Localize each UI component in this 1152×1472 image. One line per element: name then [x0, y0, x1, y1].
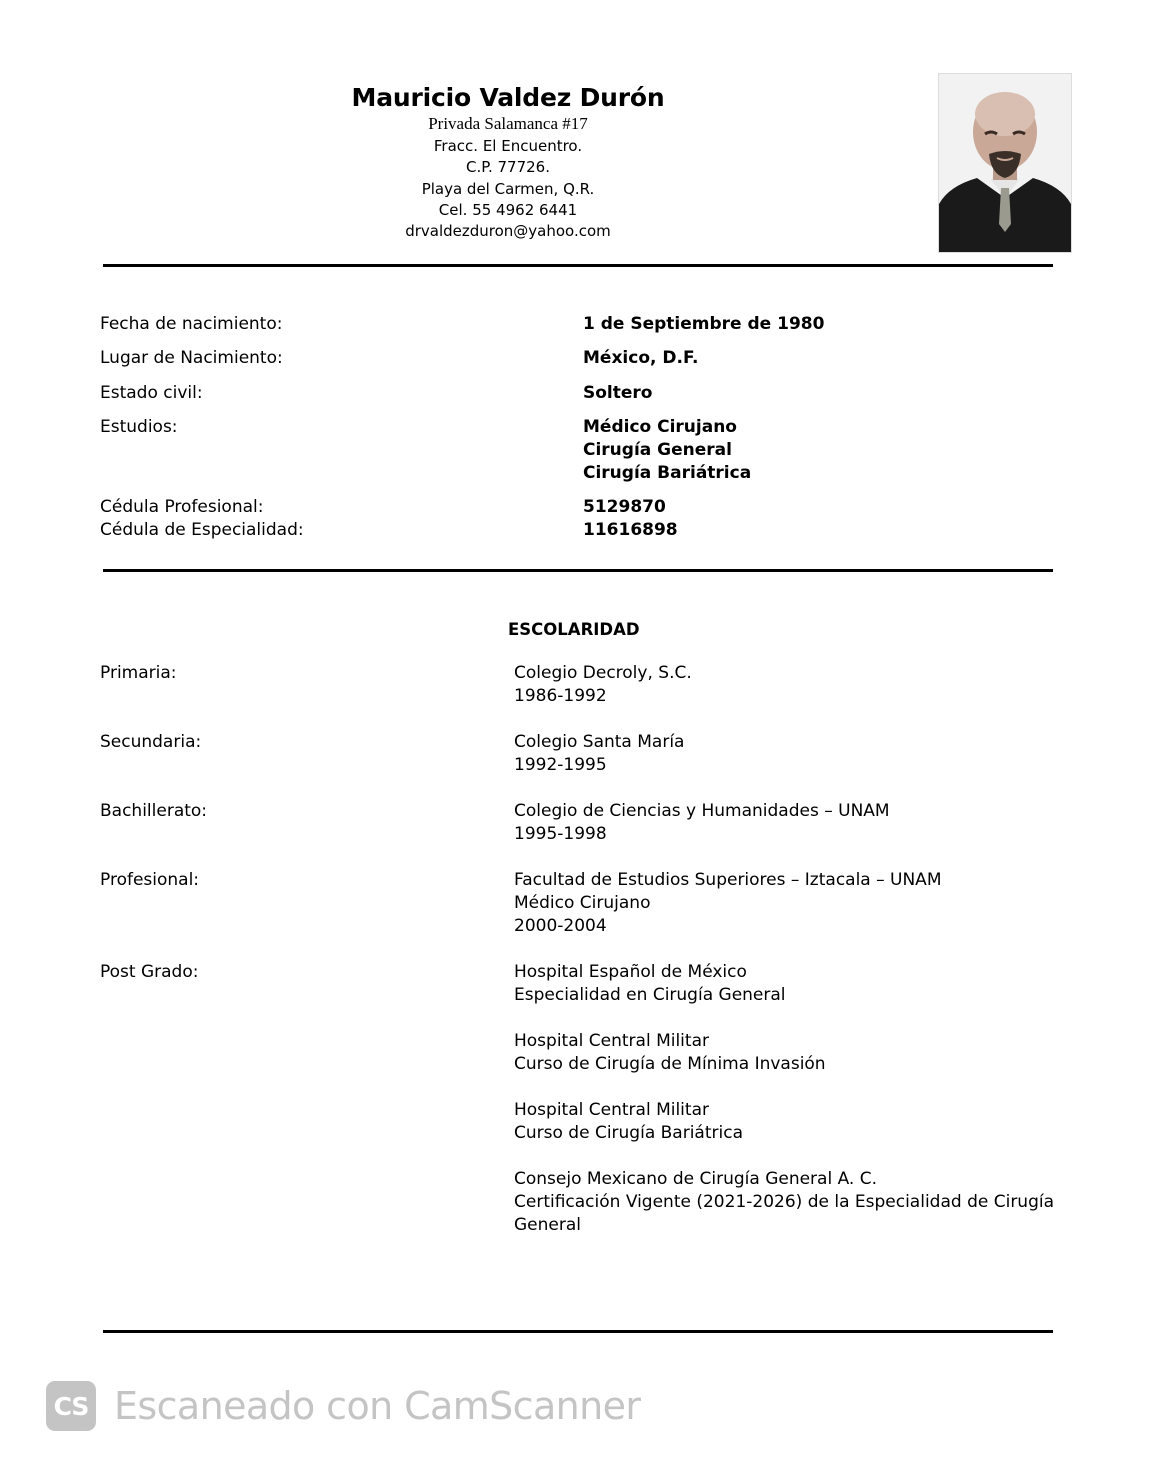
- posgrado-institution: Hospital Central Militar: [514, 1100, 709, 1120]
- secundaria-years: 1992-1995: [514, 755, 607, 775]
- watermark-text: Escaneado con CamScanner: [114, 1384, 641, 1428]
- posgrado-entry-1: [514, 961, 1054, 1007]
- license-value: 5129870: [583, 497, 666, 517]
- posgrado-entry-3: [514, 1099, 1054, 1145]
- camscanner-watermark: [46, 1380, 640, 1432]
- posgrado-program-cont: General: [514, 1215, 581, 1235]
- posgrado-program: Curso de Cirugía Bariátrica: [514, 1123, 743, 1143]
- header-block: [300, 82, 716, 242]
- person-name: Mauricio Valdez Durón: [351, 83, 665, 112]
- birth-place-label: Lugar de Nacimiento:: [100, 348, 283, 368]
- posgrado-entry-4: [514, 1168, 1054, 1237]
- section-title-escolaridad: ESCOLARIDAD: [508, 620, 640, 639]
- primaria-years: 1986-1992: [514, 686, 607, 706]
- civil-status-label: Estado civil:: [100, 383, 203, 403]
- address-zip: C.P. 77726.: [466, 158, 550, 177]
- profesional-label: Profesional:: [100, 870, 200, 890]
- posgrado-institution: Hospital Central Militar: [514, 1031, 709, 1051]
- studies-value-3: Cirugía Bariátrica: [583, 463, 752, 483]
- birth-date-value: 1 de Septiembre de 1980: [583, 314, 825, 334]
- profesional-years: 2000-2004: [514, 916, 607, 936]
- posgrado-label: Post Grado:: [100, 962, 199, 982]
- portrait-image: [939, 74, 1071, 252]
- email: drvaldezduron@yahoo.com: [405, 222, 611, 241]
- posgrado-program: Especialidad en Cirugía General: [514, 985, 786, 1005]
- divider-line: [103, 264, 1053, 267]
- studies-label: Estudios:: [100, 417, 178, 437]
- divider-line: [103, 1330, 1053, 1333]
- posgrado-program: Certificación Vigente (2021-2026) de la Especialidad de Cirugía: [514, 1192, 1055, 1212]
- specialty-license-label: Cédula de Especialidad:: [100, 520, 304, 540]
- profile-photo: [938, 73, 1072, 253]
- primaria-entry: [514, 662, 1054, 708]
- secundaria-label: Secundaria:: [100, 732, 202, 752]
- camscanner-logo-text: CS: [53, 1391, 89, 1421]
- posgrado-institution: Hospital Español de México: [514, 962, 747, 982]
- bachillerato-entry: [514, 800, 1054, 846]
- profesional-school: Facultad de Estudios Superiores – Iztacala – UNAM: [514, 870, 942, 890]
- birth-place-value: México, D.F.: [583, 348, 699, 368]
- posgrado-institution: Consejo Mexicano de Cirugía General A. C.: [514, 1169, 878, 1189]
- profesional-entry: [514, 869, 1054, 938]
- bachillerato-years: 1995-1998: [514, 824, 607, 844]
- civil-status-value: Soltero: [583, 383, 653, 403]
- address-neighborhood: Fracc. El Encuentro.: [433, 137, 583, 155]
- secundaria-school: Colegio Santa María: [514, 732, 685, 752]
- birth-date-label: Fecha de nacimiento:: [100, 314, 283, 334]
- primaria-label: Primaria:: [100, 663, 177, 683]
- address-city: Playa del Carmen, Q.R.: [421, 179, 595, 198]
- primaria-school: Colegio Decroly, S.C.: [514, 663, 692, 683]
- profesional-degree: Médico Cirujano: [514, 893, 651, 913]
- bachillerato-label: Bachillerato:: [100, 801, 208, 821]
- address-street: Privada Salamanca #17: [428, 114, 588, 133]
- bachillerato-school: Colegio de Ciencias y Humanidades – UNAM: [514, 801, 890, 821]
- posgrado-entry-2: [514, 1030, 1054, 1076]
- studies-value-1: Médico Cirujano: [583, 417, 737, 437]
- divider-line: [103, 569, 1053, 572]
- specialty-license-value: 11616898: [583, 520, 678, 540]
- phone: Cel. 55 4962 6441: [438, 200, 578, 219]
- license-label: Cédula Profesional:: [100, 497, 264, 517]
- studies-value-2: Cirugía General: [583, 440, 732, 460]
- posgrado-program: Curso de Cirugía de Mínima Invasión: [514, 1054, 826, 1074]
- camscanner-logo-icon: [46, 1381, 96, 1431]
- secundaria-entry: [514, 731, 1054, 777]
